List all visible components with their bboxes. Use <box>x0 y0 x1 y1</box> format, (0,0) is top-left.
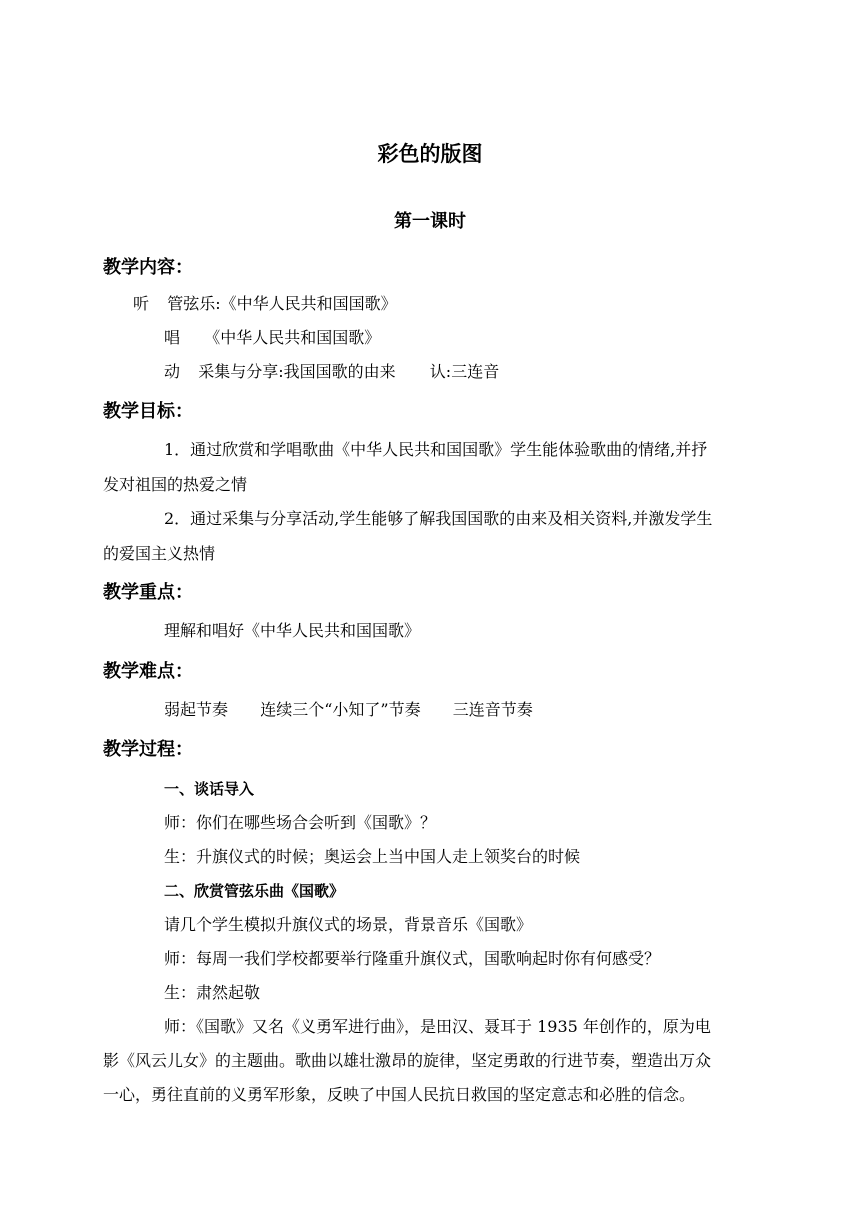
difficult-3: 三连音节奏 <box>452 700 533 719</box>
section-heading-difficult: 教学难点： <box>103 661 193 682</box>
document-title: 彩色的版图 <box>377 142 483 166</box>
lesson-subtitle: 第一课时 <box>394 211 466 232</box>
section-heading-content: 教学内容： <box>103 257 193 278</box>
key-point-text: 理解和唱好《中华人民共和国国歌》 <box>164 621 421 640</box>
goal-2-line-2: 的爱国主义热情 <box>103 544 216 563</box>
know-text: 认:三连音 <box>429 362 500 381</box>
section-heading-goals: 教学目标： <box>103 401 193 422</box>
step-2-line-2: 师：每周一我们学校都要举行隆重升旗仪式，国歌响起时你有何感受？ <box>164 949 661 968</box>
difficult-2: 连续三个“小知了”节奏 <box>260 700 421 719</box>
step-1-question: 师：你们在哪些场合会听到《国歌》？ <box>164 813 437 832</box>
section-heading-process: 教学过程： <box>103 739 193 760</box>
step-2-paragraph-line-3: 一心，勇往直前的义勇军形象，反映了中国人民抗日救国的坚定意志和必胜的信念。 <box>103 1085 696 1104</box>
goal-1-line-1: 1．通过欣赏和学唱歌曲《中华人民共和国国歌》学生能体验歌曲的情绪,并抒 <box>164 440 708 459</box>
step-2-paragraph-line-2: 影《风云儿女》的主题曲。歌曲以雄壮激昂的旋律，坚定勇敢的行进节奏，塑造出万众 <box>103 1051 712 1070</box>
goal-1-line-2: 发对祖国的热爱之情 <box>103 475 248 494</box>
sing-text: 《中华人民共和国国歌》 <box>204 328 381 347</box>
step-2-line-3: 生：肃然起敬 <box>164 983 261 1002</box>
listen-tag: 听 <box>133 294 150 313</box>
step-1-answer: 生：升旗仪式的时候；奥运会上当中国人走上领奖台的时候 <box>164 847 581 866</box>
step-2-title: 二、欣赏管弦乐曲《国歌》 <box>164 882 345 900</box>
content-listen-line <box>133 293 397 315</box>
act-text: 采集与分享:我国国歌的由来 <box>198 362 396 381</box>
goal-2-line-1: 2．通过采集与分享活动,学生能够了解我国国歌的由来及相关资料,并激发学生 <box>164 509 713 528</box>
content-sing-line <box>164 327 380 349</box>
step-1-title: 一、谈话导入 <box>164 780 255 798</box>
sing-tag: 唱 <box>164 328 181 347</box>
step-2-line-1: 请几个学生模拟升旗仪式的场景，背景音乐《国歌》 <box>164 915 533 934</box>
step-2-paragraph-line-1: 师：《国歌》又名《义勇军进行曲》，是田汉、聂耳于 1935 年创作的，原为电 <box>164 1017 711 1036</box>
difficult-1: 弱起节奏 <box>164 700 229 719</box>
content-act-line <box>164 361 499 383</box>
difficult-points-line <box>164 699 533 721</box>
listen-text: 管弦乐:《中华人民共和国国歌》 <box>167 294 397 313</box>
section-heading-key: 教学重点： <box>103 582 193 603</box>
act-tag: 动 <box>164 362 181 381</box>
